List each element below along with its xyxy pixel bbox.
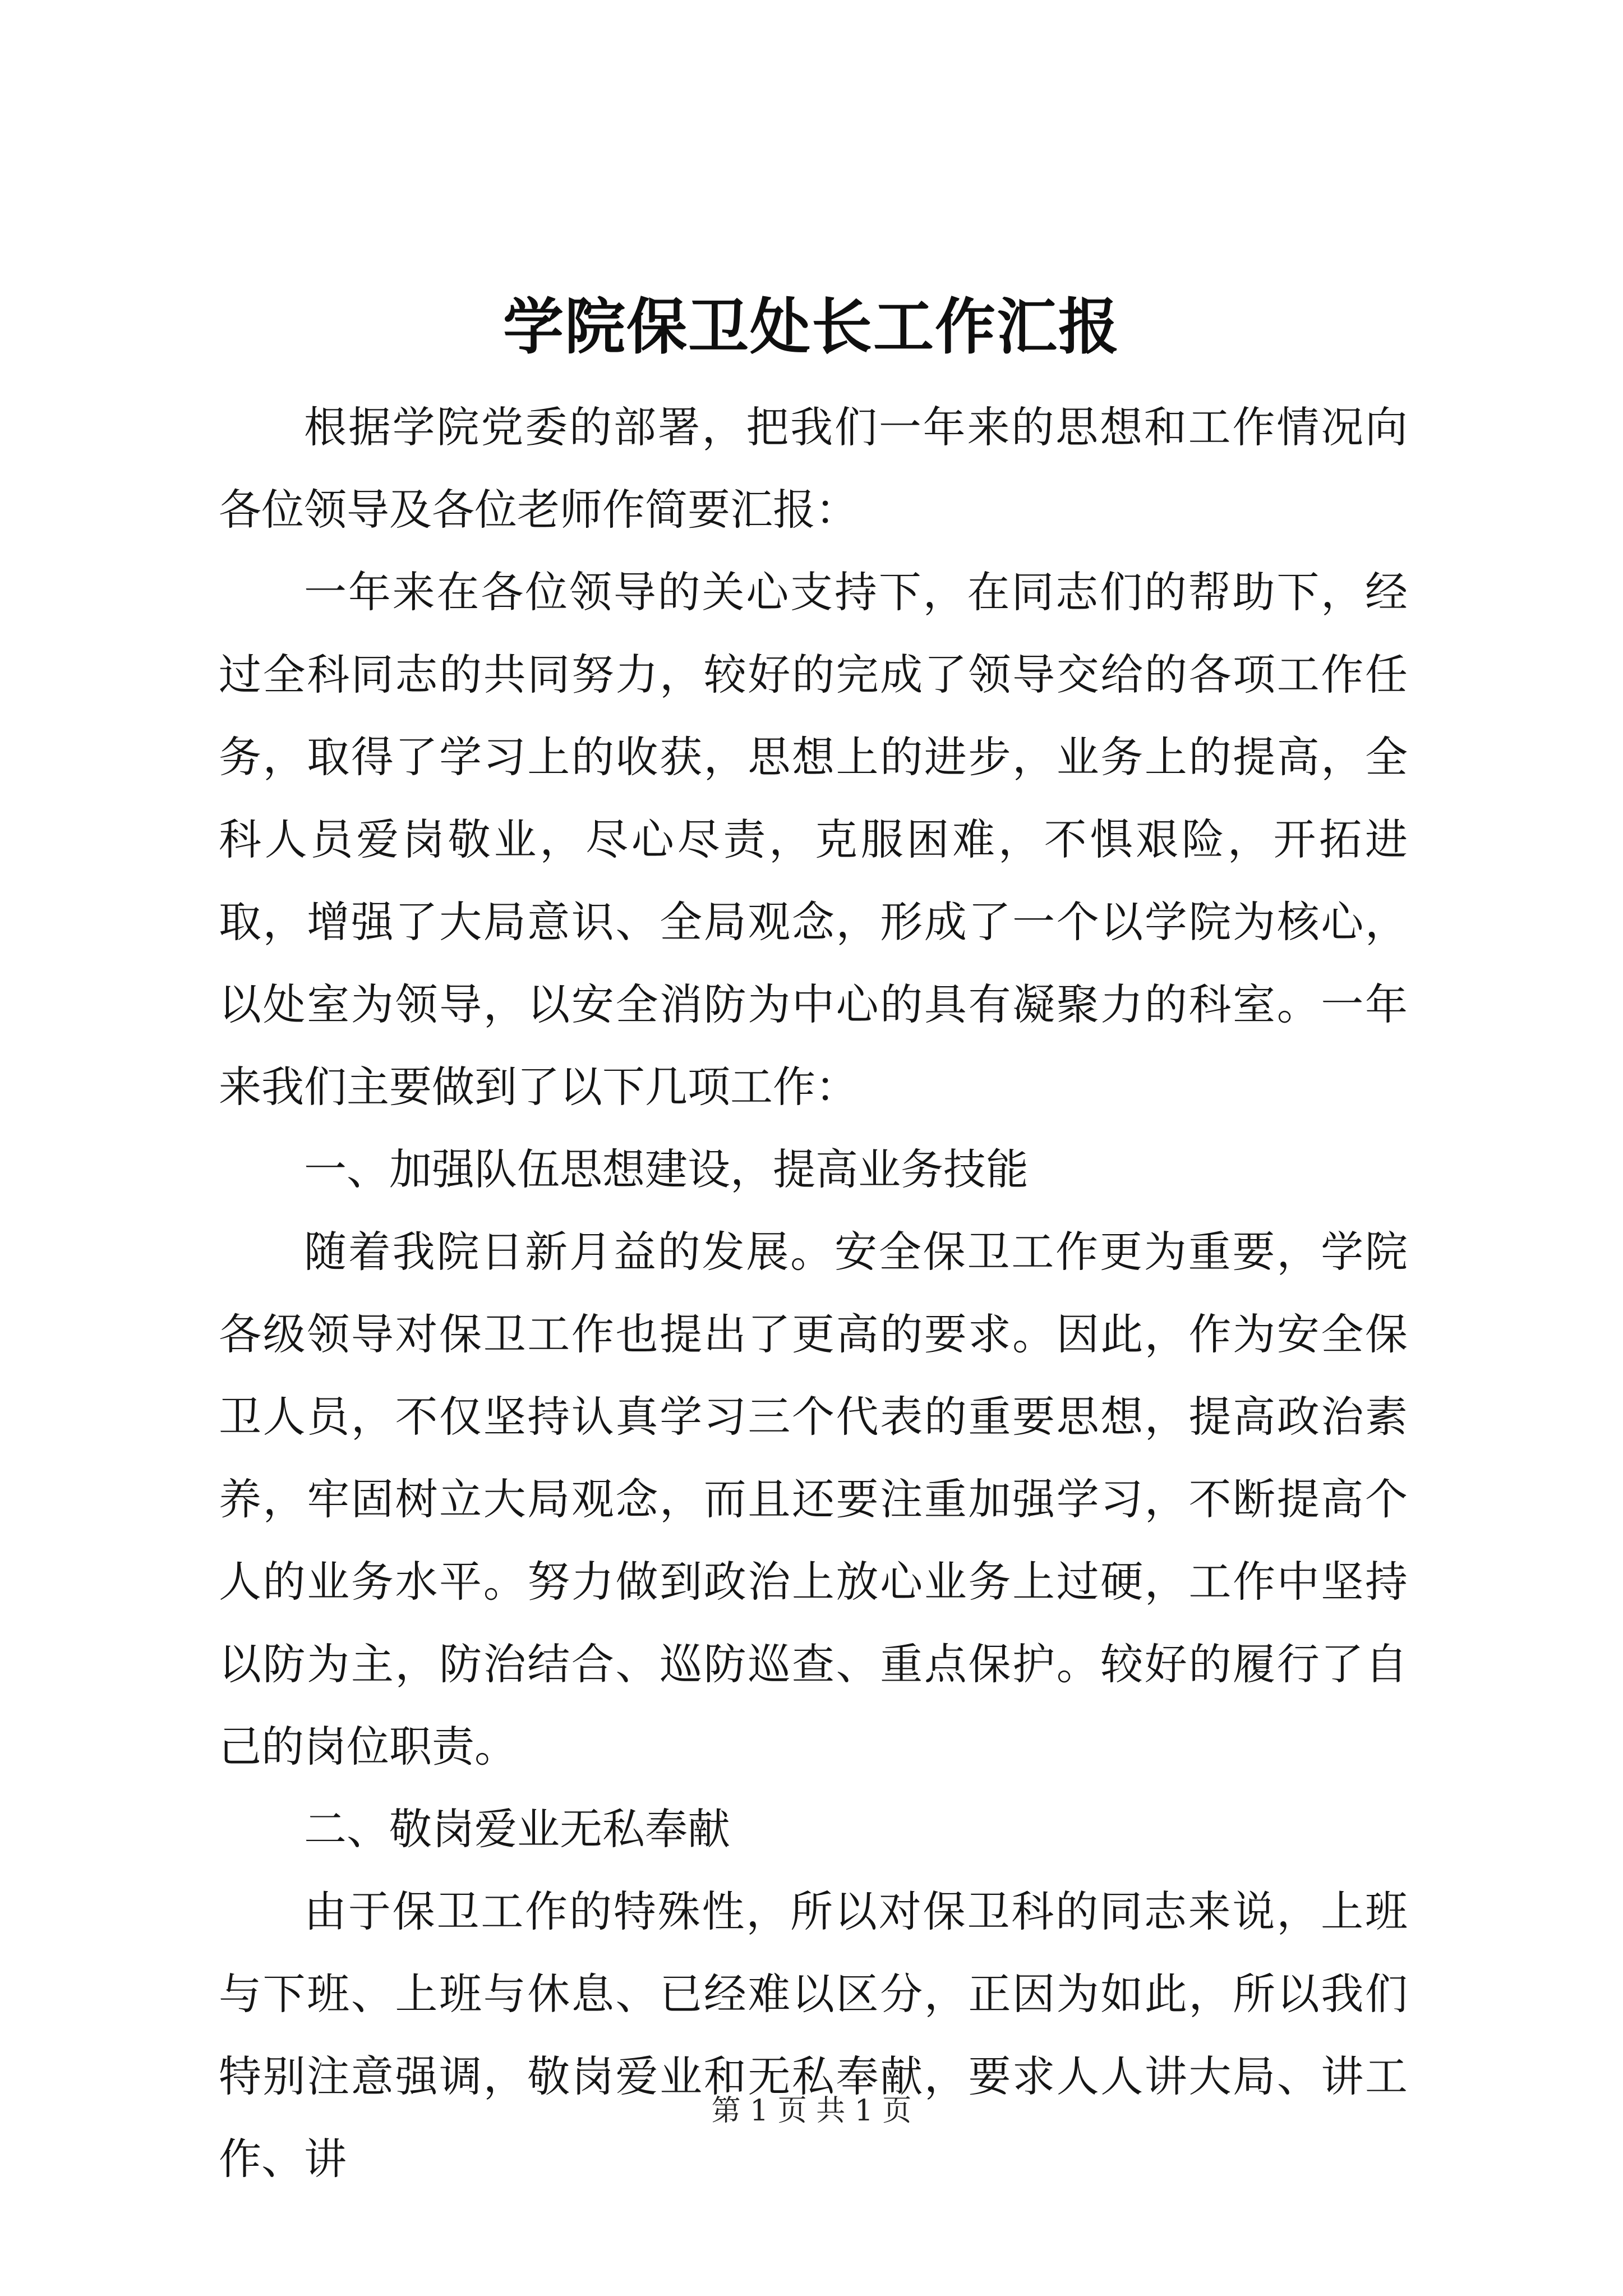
document-title: 学院保卫处长工作汇报: [502, 292, 1120, 362]
paragraph-section-2: 由于保卫工作的特殊性，所以对保卫科的同志来说，上班与下班、上班与休息、已经难以区分，正因为如此，所以我们特别注意强调，敬岗爱业和无私奉献，要求人人讲大局、讲工作、讲: [219, 1887, 1408, 2184]
paragraph-summary: 一年来在各位领导的关心支持下，在同志们的帮助下，经过全科同志的共同努力，较好的完成了领导交给的各项工作任务，取得了学习上的收获，思想上的进步，业务上的提高，全科人员爱岗敬业，尽心尽责，克服困难，不惧艰险，开拓进取，增强了大局意识、全局观念，形成了一个以学院为核心，以处室为领导，以安全消防为中心的具有凝聚力的科室。一年来我们主要做到了以下几项工作：: [219, 567, 1408, 1112]
section-heading-2: 二、敬岗爱业无私奉献: [304, 1804, 730, 1854]
document-body: [219, 386, 1408, 2200]
paragraph-intro: 根据学院党委的部署，把我们一年来的思想和工作情况向各位领导及各位老师作简要汇报：: [219, 402, 1408, 535]
section-heading-1: 一、加强队伍思想建设，提高业务技能: [304, 1144, 1029, 1194]
page-number-footer: 第 1 页 共 1 页: [711, 2094, 912, 2128]
paragraph-section-1: 随着我院日新月益的发展。安全保卫工作更为重要，学院各级领导对保卫工作也提出了更高的要求。因此，作为安全保卫人员，不仅坚持认真学习三个代表的重要思想，提高政治素养，牢固树立大局观念，而且还要注重加强学习，不断提高个人的业务水平。努力做到政治上放心业务上过硬，工作中坚持以防为主，防治结合、巡防巡查、重点保护。较好的履行了自己的岗位职责。: [219, 1227, 1408, 1772]
